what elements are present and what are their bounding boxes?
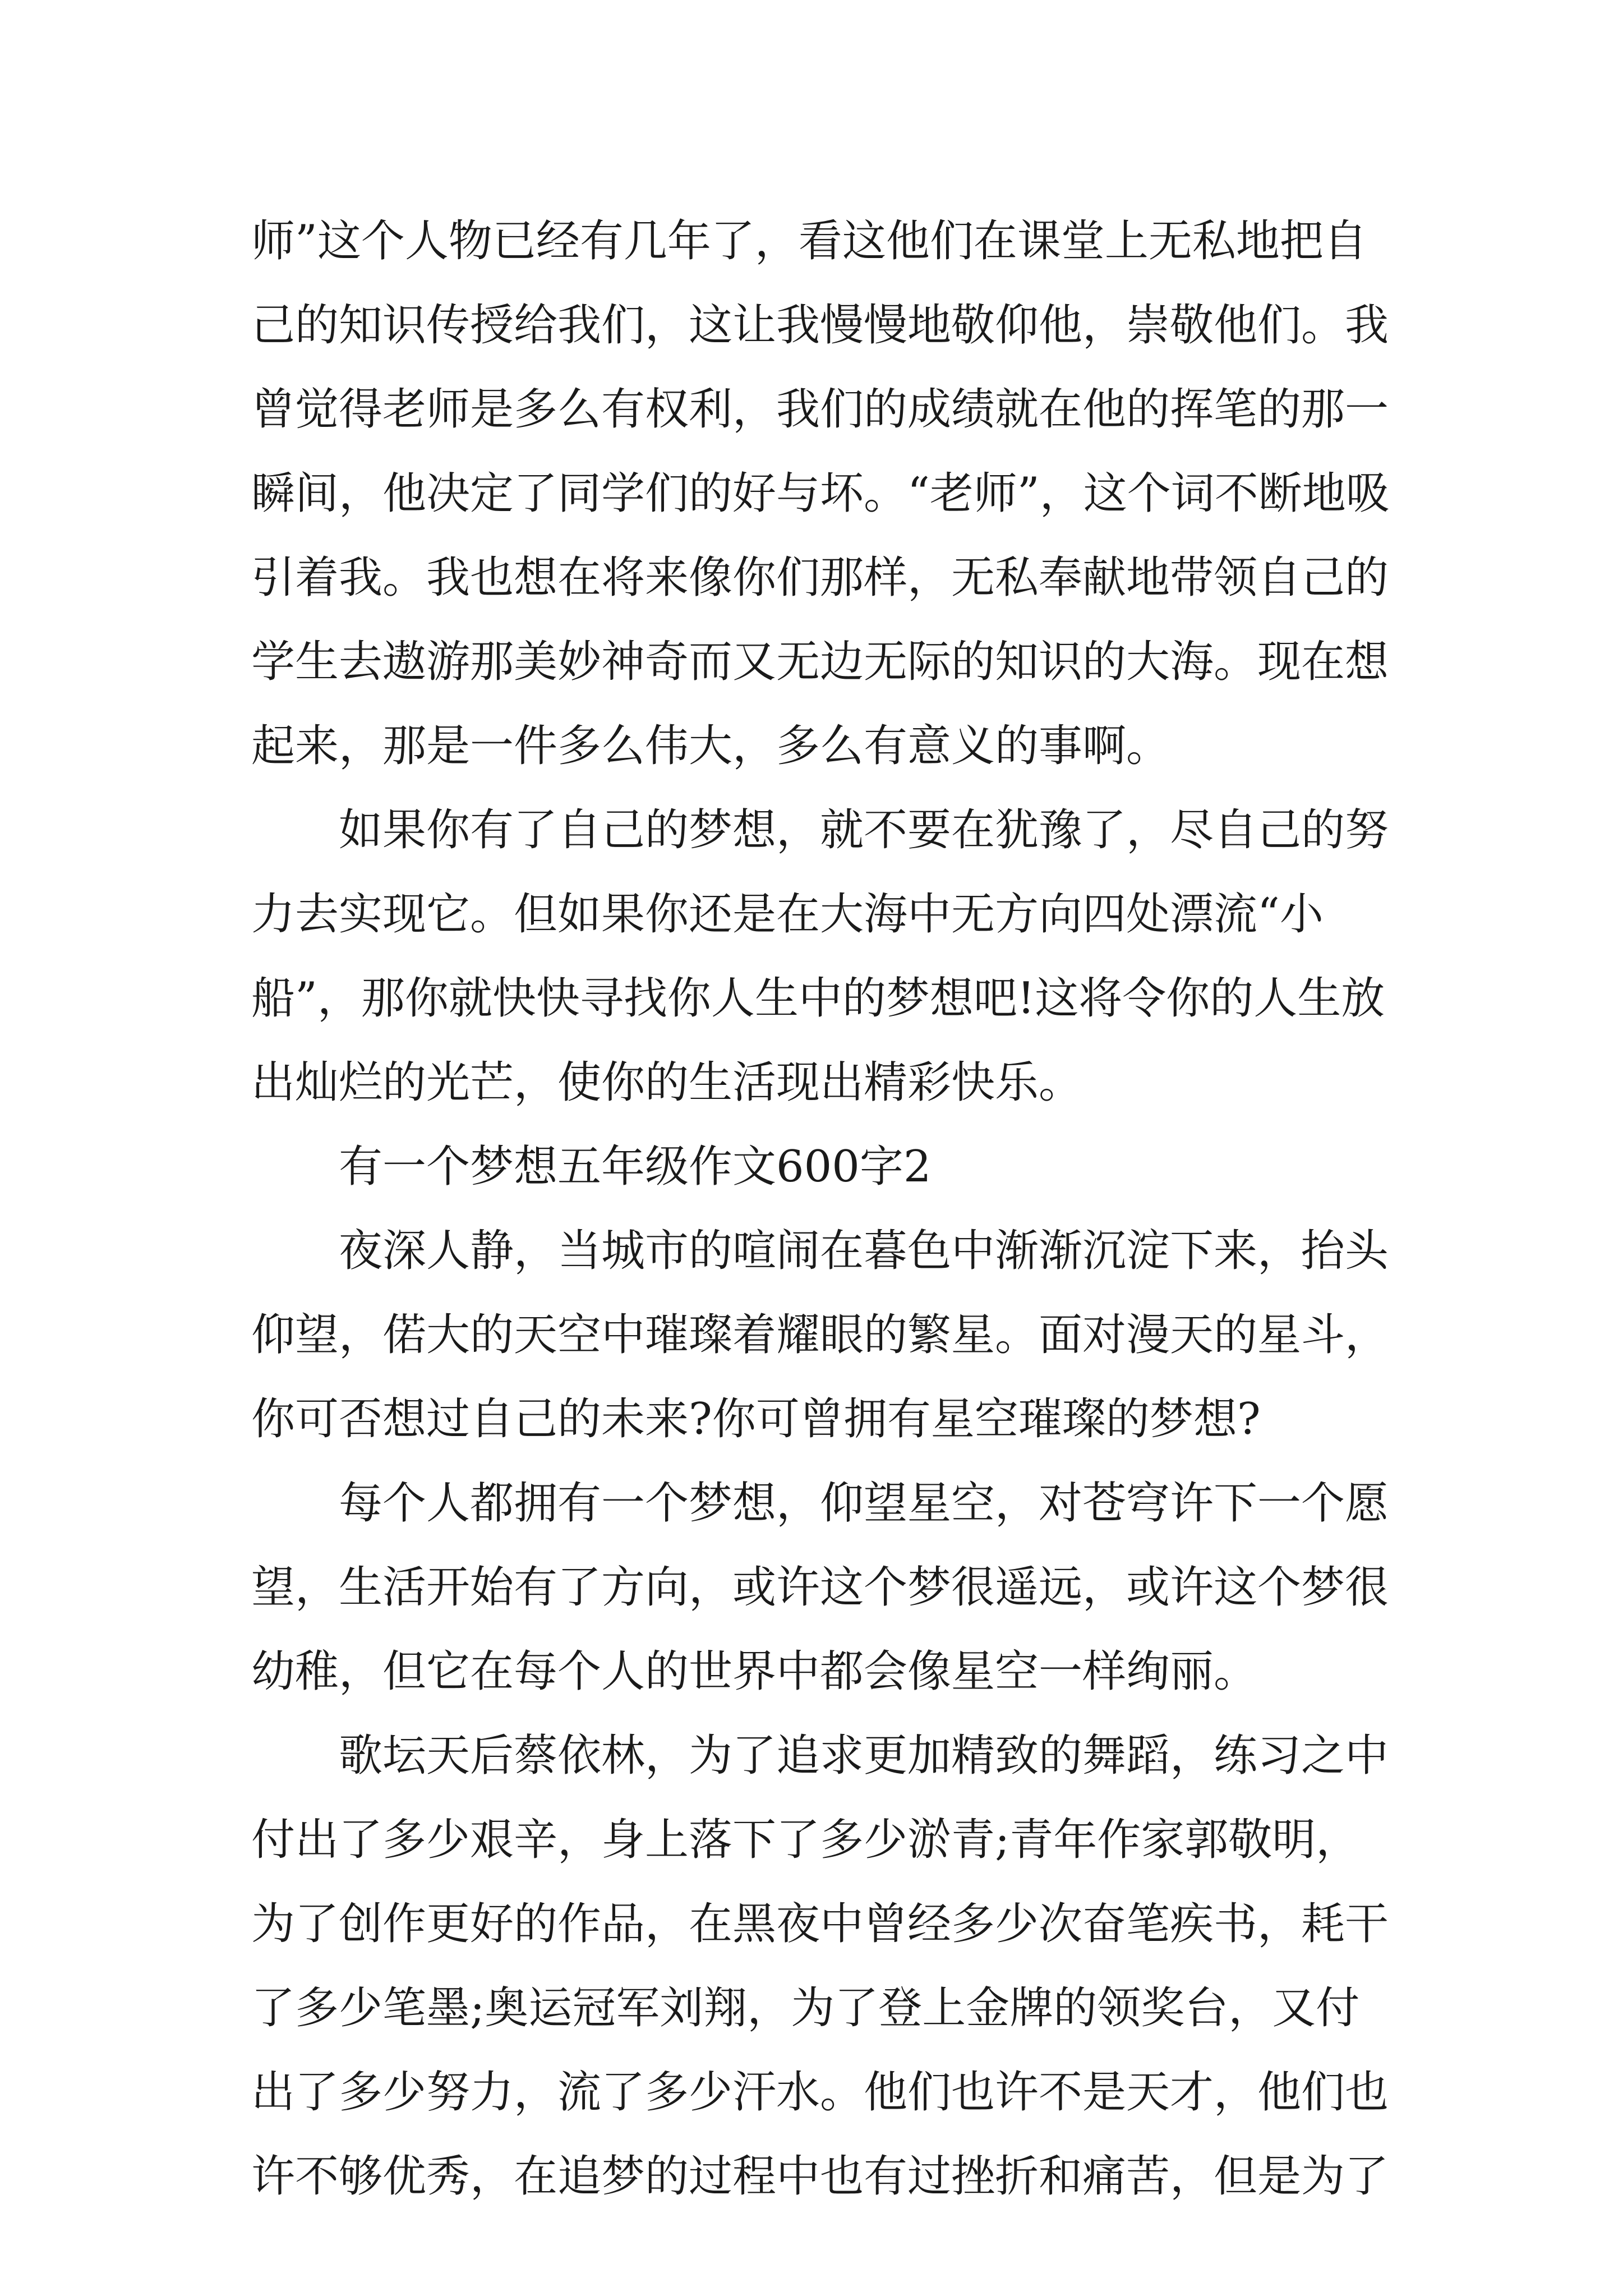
text-line: 己的知识传授给我们，这让我慢慢地敬仰他，崇敬他们。我 <box>251 300 1389 351</box>
text-line: 许不够优秀，在追梦的过程中也有过挫折和痛苦，但是为了 <box>251 2151 1389 2202</box>
document-body <box>251 199 1393 2219</box>
text-line: 力去实现它。但如果你还是在大海中无方向四处漂流“小 <box>251 889 1324 940</box>
text-line: 你可否想过自己的未来?你可曾拥有星空璀璨的梦想? <box>251 1394 1261 1444</box>
text-line: 如果你有了自己的梦想，就不要在犹豫了，尽自己的努 <box>339 805 1389 855</box>
paragraph <box>251 788 1393 1125</box>
text-line: 仰望，偌大的天空中璀璨着耀眼的繁星。面对漫天的星斗， <box>251 1310 1389 1360</box>
text-line: 夜深人静，当城市的喧闹在暮色中渐渐沉淀下来，抬头 <box>339 1226 1389 1276</box>
paragraph <box>251 1461 1393 1714</box>
paragraph <box>251 1714 1393 2219</box>
text-line: 曾觉得老师是多么有权利，我们的成绩就在他的挥笔的那一 <box>251 384 1389 435</box>
text-line: 每个人都拥有一个梦想，仰望星空，对苍穹许下一个愿 <box>339 1478 1389 1529</box>
text-line: 起来，那是一件多么伟大，多么有意义的事啊。 <box>251 721 1170 771</box>
text-line: 引着我。我也想在将来像你们那样，无私奉献地带领自己的 <box>251 553 1389 603</box>
text-line: 歌坛天后蔡依林，为了追求更加精致的舞蹈，练习之中 <box>339 1731 1389 1781</box>
text-line: 瞬间，他决定了同学们的好与坏。“老师”，这个词不断地吸 <box>251 468 1390 519</box>
text-line: 了多少笔墨;奥运冠军刘翔，为了登上金牌的领奖台，又付 <box>251 1983 1360 2033</box>
text-line: 付出了多少艰辛，身上落下了多少淤青;青年作家郭敬明， <box>251 1815 1360 1865</box>
paragraph <box>251 1209 1393 1461</box>
text-line: 出灿烂的光芒，使你的生活现出精彩快乐。 <box>251 1057 1083 1108</box>
text-line: 学生去遨游那美妙神奇而又无边无际的知识的大海。现在想 <box>251 637 1389 687</box>
paragraph <box>251 199 1393 788</box>
text-line: 师”这个人物已经有几年了，看这他们在课堂上无私地把自 <box>251 216 1367 266</box>
text-line: 为了创作更好的作品，在黑夜中曾经多少次奋笔疾书，耗干 <box>251 1899 1389 1949</box>
section-heading: 有一个梦想五年级作文600字2 <box>339 1142 932 1192</box>
text-line: 幼稚，但它在每个人的世界中都会像星空一样绚丽。 <box>251 1646 1258 1697</box>
text-line: 出了多少努力，流了多少汗水。他们也许不是天才，他们也 <box>251 2067 1389 2118</box>
text-line: 船”，那你就快快寻找你人生中的梦想吧!这将令你的人生放 <box>251 973 1385 1024</box>
text-line: 望，生活开始有了方向，或许这个梦很遥远，或许这个梦很 <box>251 1562 1389 1613</box>
